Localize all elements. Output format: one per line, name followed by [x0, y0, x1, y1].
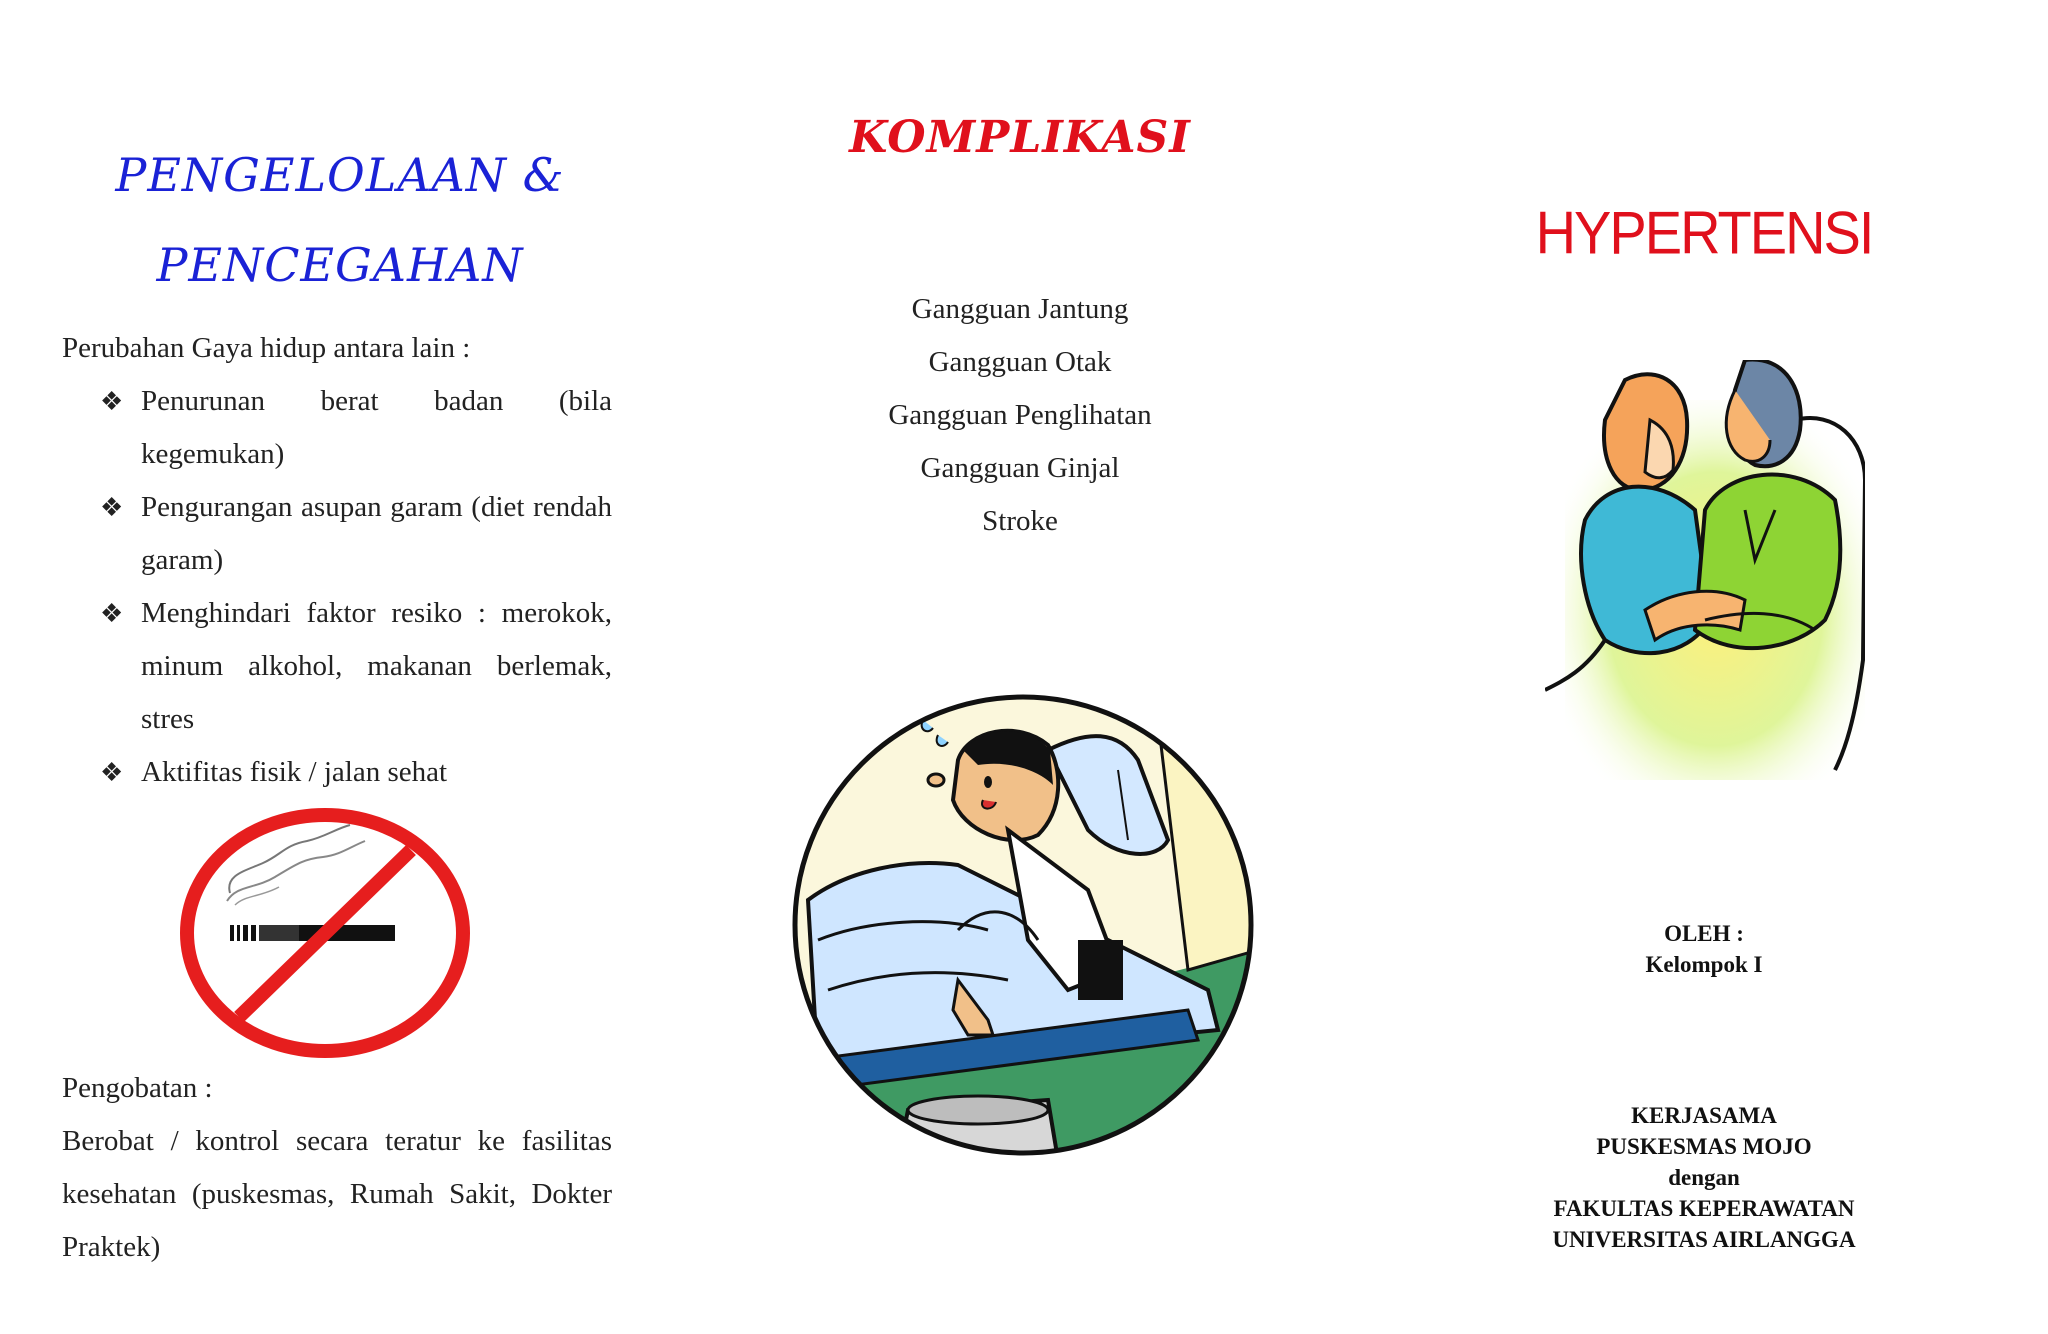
org-faculty: FAKULTAS KEPERAWATAN [1553, 1196, 1855, 1221]
bullet-text: Penurunan berat badan (bila kegemukan) [141, 385, 612, 470]
list-item: Gangguan Ginjal [920, 452, 1120, 484]
complications-title: KOMPLIKASI [849, 112, 1191, 163]
bullet-text: Menghindari faktor resiko : merokok, minum alkohol, makanan berlemak, stres [141, 597, 612, 735]
diamond-bullet-icon: ❖ [100, 387, 124, 416]
list-item: Stroke [982, 505, 1058, 537]
diamond-bullet-icon: ❖ [100, 758, 124, 787]
group-name: Kelompok I [1645, 952, 1763, 977]
bullet-text: Aktifitas fisik / jalan sehat [141, 756, 448, 788]
collab-label: KERJASAMA [1631, 1103, 1777, 1128]
bullet-text: Pengurangan asupan garam (diet rendah garam) [141, 491, 612, 576]
diamond-bullet-icon: ❖ [100, 493, 124, 522]
treatment-text: Berobat / kontrol secara teratur ke fasilitas kesehatan (puskesmas, Rumah Sakit, Dokter Praktek) [62, 1125, 612, 1263]
couple-illustration [1545, 360, 1865, 780]
no-smoking-icon [175, 805, 475, 1063]
author-credit [1360, 918, 2048, 980]
list-item: Gangguan Penglihatan [888, 399, 1152, 431]
sick-patient-illustration [788, 690, 1258, 1160]
management-title-line1: PENGELOLAAN & [115, 148, 565, 202]
management-title-line2: PENCEGAHAN [156, 238, 524, 292]
connector-text: dengan [1668, 1165, 1740, 1190]
left-panel [0, 0, 680, 1334]
complication-list [680, 283, 1360, 548]
by-label: OLEH : [1664, 921, 1744, 946]
middle-panel [680, 0, 1360, 1334]
lifestyle-intro: Perubahan Gaya hidup antara lain : [62, 332, 471, 364]
org-university: UNIVERSITAS AIRLANGGA [1552, 1227, 1856, 1252]
collaboration-credit [1360, 1100, 2048, 1255]
list-item: Gangguan Otak [928, 346, 1112, 378]
cover-title: HYPERTENSI [1535, 198, 1873, 267]
cover-panel [1360, 0, 2048, 1334]
diamond-bullet-icon: ❖ [100, 599, 124, 628]
list-item [100, 481, 612, 587]
org-puskesmas: PUSKESMAS MOJO [1596, 1134, 1812, 1159]
lifestyle-bullet-list [100, 375, 612, 799]
list-item [100, 587, 612, 746]
treatment-title: Pengobatan : [62, 1072, 213, 1104]
list-item [100, 375, 612, 481]
list-item: Gangguan Jantung [911, 293, 1129, 325]
list-item [100, 746, 612, 799]
